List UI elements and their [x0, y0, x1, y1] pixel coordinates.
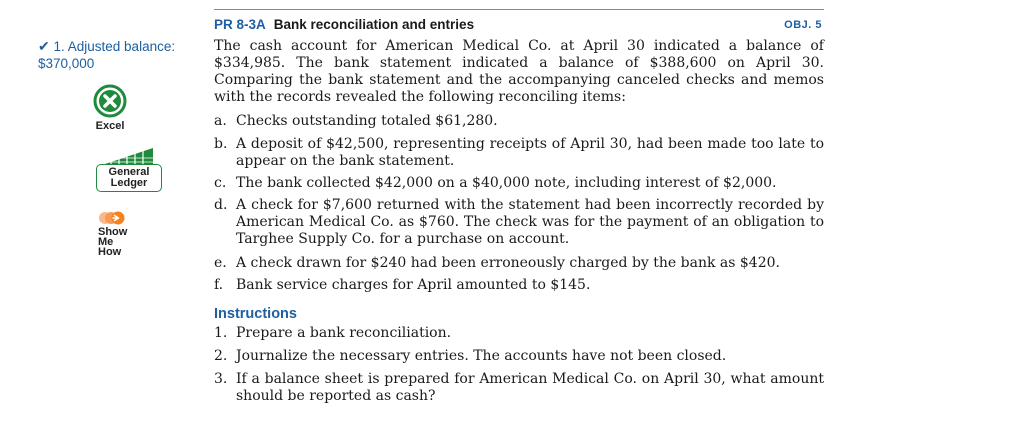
answer-label-line	[38, 38, 208, 55]
check-mark-icon: ✔	[38, 38, 50, 54]
item-label: a.	[214, 113, 227, 129]
show-me-how-link[interactable]	[98, 211, 148, 257]
item-text: If a balance sheet is prepared for American Medical Co. on April 30, what amount should be reported as cash?	[236, 371, 824, 404]
item-text: Prepare a bank reconciliation.	[236, 325, 452, 341]
show-me-how-line3: How	[98, 246, 122, 258]
item-label: 1.	[214, 325, 228, 341]
list-item	[214, 371, 824, 405]
item-label: d.	[214, 197, 228, 213]
list-item	[214, 348, 824, 365]
answer-value: $370,000	[38, 56, 95, 71]
list-item	[214, 325, 824, 342]
list-item	[214, 113, 824, 130]
general-ledger-link[interactable]	[96, 146, 162, 192]
item-label: 3.	[214, 371, 228, 387]
show-me-how-line1: Show	[98, 226, 128, 238]
item-label: c.	[214, 175, 227, 191]
item-text: A check drawn for $240 had been erroneously charged by the bank as $420.	[236, 255, 780, 271]
general-ledger-badge	[96, 164, 162, 192]
problem-intro: The cash account for American Medical Co. at April 30 indicated a balance of $334,985. The bank statement indicated a balance of $388,600 on April 30. Comparing the bank statement and the accompanying canceled checks and memos with the records revealed the following reconciling items:	[214, 38, 824, 105]
problem-header	[214, 17, 824, 32]
item-label: e.	[214, 255, 227, 271]
problem-code: PR 8-3A	[214, 17, 266, 32]
item-text: Journalize the necessary entries. The accounts have not been closed.	[236, 348, 727, 364]
excel-icon	[93, 84, 127, 118]
show-me-how-line2: Me	[98, 236, 114, 248]
general-ledger-line1: General	[108, 166, 150, 178]
list-item	[214, 255, 824, 272]
list-item	[214, 197, 824, 248]
play-arrow-icon	[98, 211, 128, 225]
list-item	[214, 277, 824, 294]
item-text: A check for $7,600 returned with the statement had been incorrectly recorded by American Medical Co. as $760. The check was for the payment of an obligation to Targhee Supply Co. for a purchase on account.	[236, 197, 824, 247]
instructions-heading: Instructions	[214, 306, 297, 322]
excel-label: Excel	[95, 120, 125, 132]
answer-note	[38, 38, 208, 72]
list-item	[214, 175, 824, 192]
item-text: Checks outstanding totaled $61,280.	[236, 113, 498, 129]
item-label: b.	[214, 136, 228, 152]
excel-link[interactable]	[80, 84, 140, 132]
objective-badge: OBJ. 5	[784, 19, 822, 31]
item-text: The bank collected $42,000 on a $40,000 note, including interest of $2,000.	[236, 175, 777, 191]
answer-label: 1. Adjusted balance:	[53, 39, 176, 54]
item-text: A deposit of $42,500, representing receipts of April 30, had been made too late to appear on the bank statement.	[236, 136, 824, 169]
problem-title: Bank reconciliation and entries	[273, 17, 475, 32]
top-divider	[214, 9, 824, 10]
item-label: 2.	[214, 348, 228, 364]
general-ledger-line2: Ledger	[110, 177, 148, 189]
item-label: f.	[214, 277, 224, 293]
list-item	[214, 136, 824, 170]
item-text: Bank service charges for April amounted to $145.	[236, 277, 591, 293]
